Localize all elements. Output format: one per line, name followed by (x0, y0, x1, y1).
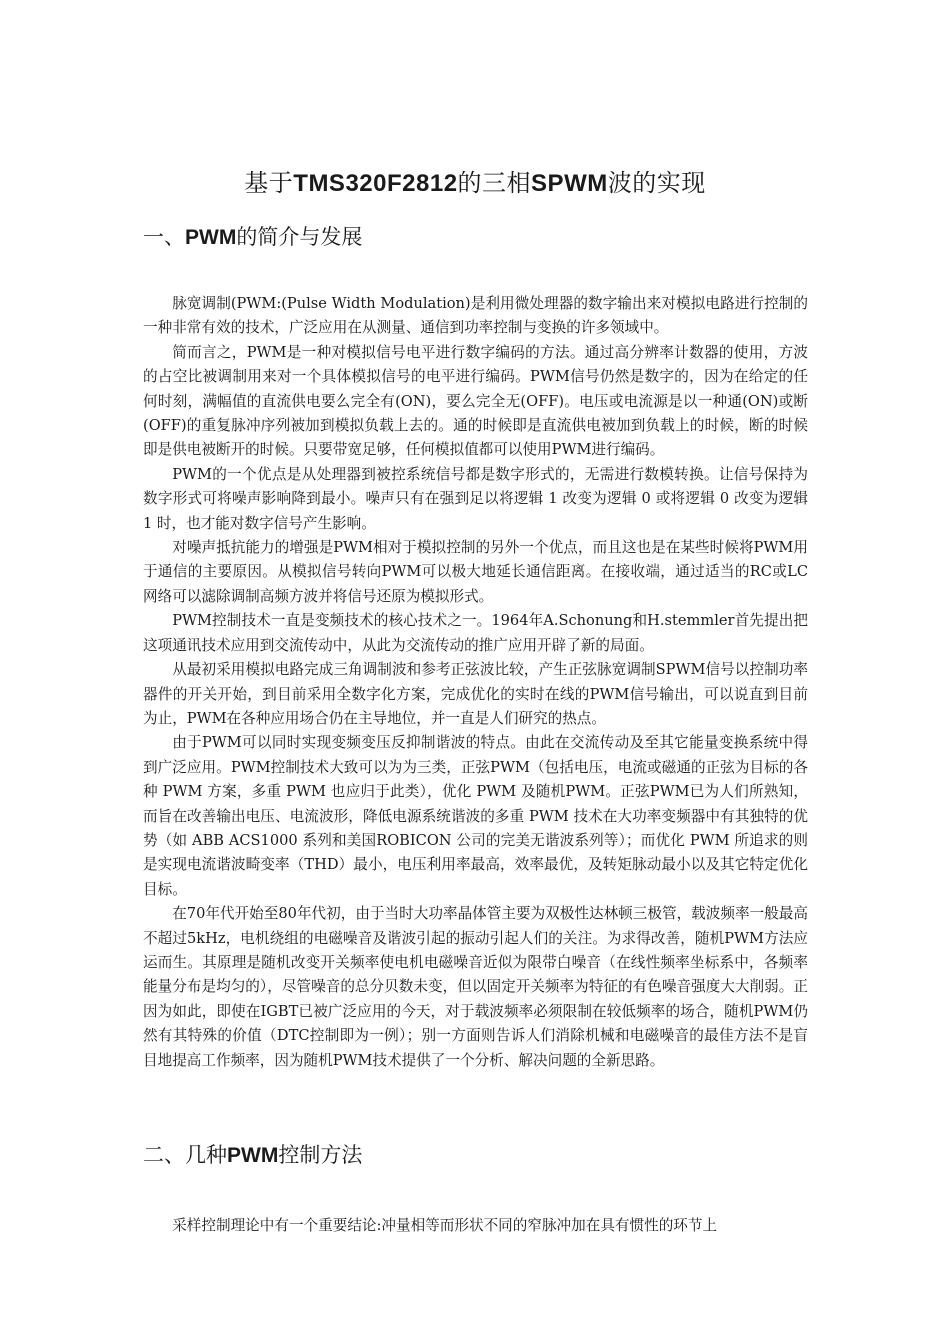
title-chip-model: TMS320F2812 (293, 170, 458, 197)
section-1-number: 一、 (143, 225, 185, 249)
title-part-3: 波的实现 (607, 169, 706, 197)
title-part-2: 的三相 (457, 169, 532, 197)
section-2-number: 二、几种 (143, 1143, 227, 1167)
paragraph-3: PWM的一个优点是从处理器到被控系统信号都是数字形式的，无需进行数模转换。让信号保持为数字形式可将噪声影响降到最小。噪声只有在强到足以将逻辑 1 改变为逻辑 0 或将逻辑 0 改变为逻辑 1 时，也才能对数字信号产生影响。 (143, 465, 808, 532)
section-heading-2 (143, 1140, 362, 1171)
section-1-bold: PWM (185, 226, 237, 249)
document-title (0, 166, 950, 201)
section-1-rest: 的简介与发展 (236, 225, 363, 249)
section-heading-1 (143, 222, 362, 253)
title-spwm: SPWM (531, 170, 608, 197)
title-part-1: 基于 (244, 169, 294, 197)
section-2-first-paragraph: 采样控制理论中有一个重要结论:冲量相等而形状不同的窄脉冲加在具有惯性的环节上 (172, 1217, 718, 1234)
section-1-body (143, 292, 808, 1073)
paragraph-8: 在70年代开始至80年代初，由于当时大功率晶体管主要为双极性达林顿三极管，载波频率一般最高不超过5kHz，电机绕组的电磁噪音及谐波引起的振动引起人们的关注。为求得改善，随机PWM方法应运而生。其原理是随机改变开关频率使电机电磁噪音近似为限带白噪音（在线性频率坐标系中，各频率能量分布是均匀的），尽管噪音的总分贝数未变，但以固定开关频率为特征的有色噪音强度大大削弱。正因为如此，即使在IGBT已被广泛应用的今天，对于载波频率必须限制在较低频率的场合，随机PWM仍然有其特殊的价值（DTC控制即为一例）；别一方面则告诉人们消除机械和电磁噪音的最佳方法不是盲目地提高工作频率，因为随机PWM技术提供了一个分析、解决问题的全新思路。 (143, 905, 808, 1069)
paragraph-2: 简而言之，PWM是一种对模拟信号电平进行数字编码的方法。通过高分辨率计数器的使用，方波的占空比被调制用来对一个具体模拟信号的电平进行编码。PWM信号仍然是数字的，因为在给定的任何时刻，满幅值的直流供电要么完全有(ON)，要么完全无(OFF)。电压或电流源是以一种通(ON)或断(OFF)的重复脉冲序列被加到模拟负载上去的。通的时候即是直流供电被加到负载上的时候，断的时候即是供电被断开的时候。只要带宽足够，任何模拟值都可以使用PWM进行编码。 (143, 343, 808, 459)
paragraph-5: PWM控制技术一直是变频技术的核心技术之一。1964年A.Schonung和H.stemmler首先提出把这项通讯技术应用到交流传动中，从此为交流传动的推广应用开辟了新的局面。 (143, 612, 808, 654)
paragraph-7: 由于PWM可以同时实现变频变压反抑制谐波的特点。由此在交流传动及至其它能量变换系统中得到广泛应用。PWM控制技术大致可以为为三类，正弦PWM（包括电压，电流或磁通的正弦为目标的各种 PWM 方案，多重 PWM 也应归于此类），优化 PWM 及随机PWM。正弦PWM已为人们所熟知，而旨在改善输出电压、电流波形，降低电源系统谐波的多重 PWM 技术在大功率变频器中有其独特的优势（如 ABB ACS1000 系列和美国ROBICON 公司的完美无谐波系列等）；而优化 PWM 所追求的则是实现电流谐波畸变率（THD）最小，电压利用率最高，效率最优，及转矩脉动最小以及其它特定优化目标。 (143, 734, 808, 898)
paragraph-1: 脉宽调制(PWM:(Pulse Width Modulation)是利用微处理器的数字输出来对模拟电路进行控制的一种非常有效的技术，广泛应用在从测量、通信到功率控制与变换的许多领域中。 (143, 295, 808, 337)
section-2-bold: PWM (227, 1144, 279, 1167)
section-2-rest: 控制方法 (278, 1143, 363, 1167)
paragraph-6: 从最初采用模拟电路完成三角调制波和参考正弦波比较，产生正弦脉宽调制SPWM信号以控制功率器件的开关开始，到目前采用全数字化方案，完成优化的实时在线的PWM信号输出，可以说直到目前为止，PWM在各种应用场合仍在主导地位，并一直是人们研究的热点。 (143, 661, 808, 727)
paragraph-4: 对噪声抵抗能力的增强是PWM相对于模拟控制的另外一个优点，而且这也是在某些时候将PWM用于通信的主要原因。从模拟信号转向PWM可以极大地延长通信距离。在接收端，通过适当的RC或LC网络可以滤除调制高频方波并将信号还原为模拟形式。 (143, 539, 808, 605)
